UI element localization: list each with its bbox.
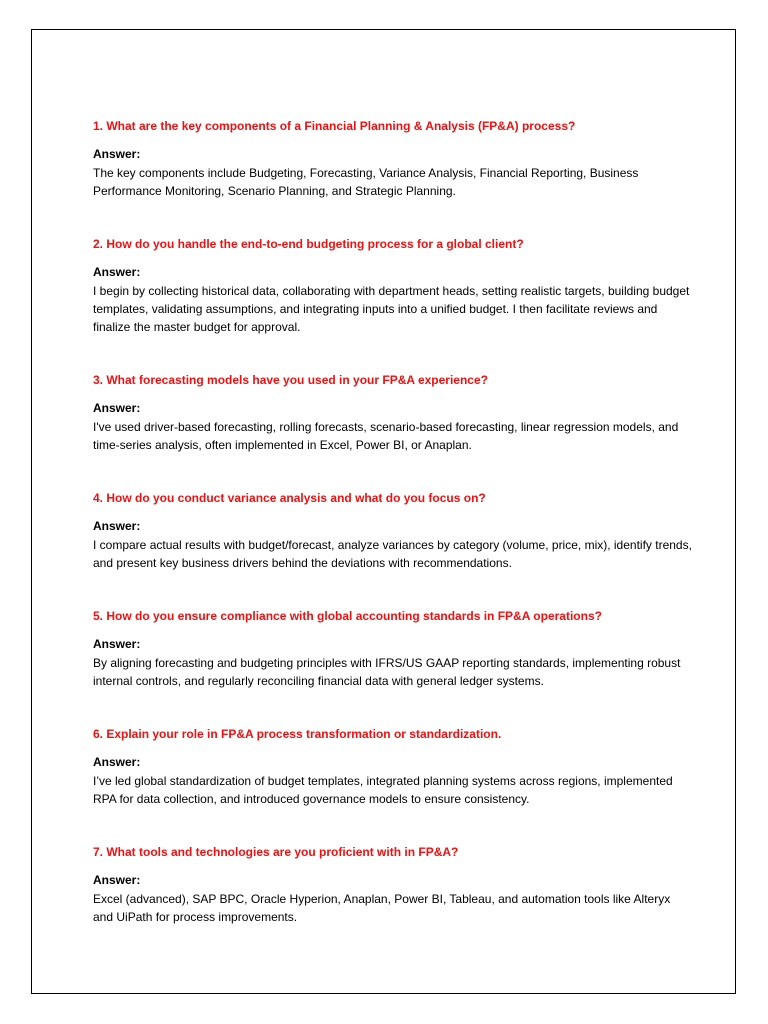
answer-label: Answer: [93,755,141,769]
qa-list [93,118,693,962]
answer-text: I've used driver-based forecasting, rolling forecasts, scenario-based forecasting, linear regression models, and time-series analysis, often implemented in Excel, Power BI, or Anaplan. [93,420,679,452]
qa-item [93,236,693,336]
answer-text: By aligning forecasting and budgeting principles with IFRS/US GAAP reporting standards, implementing robust internal controls, and regularly reconciling financial data with general ledger systems. [93,656,681,688]
answer-text: The key components include Budgeting, Forecasting, Variance Analysis, Financial Reporting, Business Performance Monitoring, Scenario Planning, and Strategic Planning. [93,166,639,198]
qa-item [93,844,693,926]
qa-item [93,118,693,200]
qa-item [93,490,693,572]
answer-text: Excel (advanced), SAP BPC, Oracle Hyperion, Anaplan, Power BI, Tableau, and automation tools like Alteryx and UiPath for process improvements. [93,892,671,924]
question-heading: 3. What forecasting models have you used in your FP&A experience? [93,373,488,387]
answer-label: Answer: [93,265,141,279]
question-heading: 2. How do you handle the end-to-end budgeting process for a global client? [93,237,524,251]
answer-text: I begin by collecting historical data, collaborating with department heads, setting realistic targets, building budget templates, validating assumptions, and integrating inputs into a unified budget. I then facilitate reviews and finalize the master budget for approval. [93,284,690,334]
question-heading: 6. Explain your role in FP&A process transformation or standardization. [93,727,502,741]
question-heading: 5. How do you ensure compliance with global accounting standards in FP&A operations? [93,609,602,623]
document-page [31,29,736,994]
answer-label: Answer: [93,637,141,651]
answer-label: Answer: [93,519,141,533]
answer-label: Answer: [93,873,141,887]
question-heading: 7. What tools and technologies are you proficient with in FP&A? [93,845,459,859]
question-heading: 1. What are the key components of a Financial Planning & Analysis (FP&A) process? [93,119,576,133]
question-heading: 4. How do you conduct variance analysis and what do you focus on? [93,491,486,505]
qa-item [93,726,693,808]
answer-text: I’ve led global standardization of budget templates, integrated planning systems across regions, implemented RPA for data collection, and introduced governance models to ensure consistency. [93,774,673,806]
qa-item [93,608,693,690]
answer-label: Answer: [93,147,141,161]
answer-label: Answer: [93,401,141,415]
answer-text: I compare actual results with budget/forecast, analyze variances by category (volume, price, mix), identify trends, and present key business drivers behind the deviations with recommendations. [93,538,692,570]
qa-item [93,372,693,454]
